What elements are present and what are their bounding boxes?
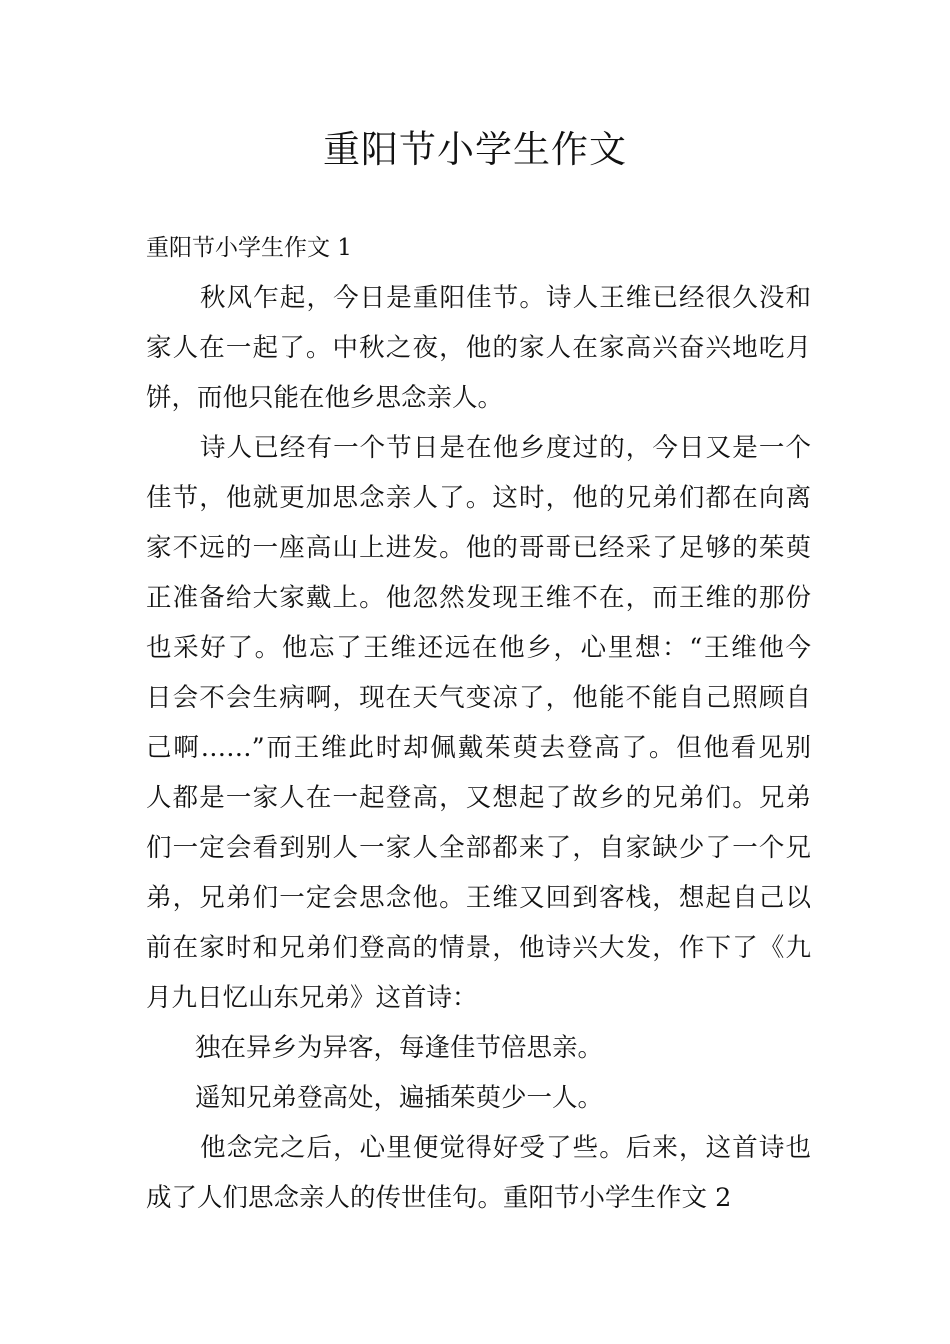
text-line: 也采好了。他忘了王维还远在他乡，心里想：“王维他今 bbox=[146, 633, 811, 663]
text-line: 秋风乍起，今日是重阳佳节。诗人王维已经很久没和 bbox=[200, 283, 811, 313]
text-line: 家人在一起了。中秋之夜，他的家人在家高兴奋兴地吃月 bbox=[146, 333, 811, 363]
text-line: 正准备给大家戴上。他忽然发现王维不在，而王维的那份 bbox=[146, 583, 811, 613]
text-line: 人都是一家人在一起登高，又想起了故乡的兄弟们。兄弟 bbox=[146, 783, 811, 813]
text-line: 他念完之后，心里便觉得好受了些。后来，这首诗也 bbox=[200, 1133, 811, 1163]
text-line: 前在家时和兄弟们登高的情景，他诗兴大发，作下了《九 bbox=[146, 933, 811, 963]
page-title: 重阳节小学生作文 bbox=[323, 128, 627, 171]
text-line: 们一定会看到别人一家人全部都来了，自家缺少了一个兄 bbox=[146, 833, 811, 863]
section-heading: 重阳节小学生作文 1 bbox=[146, 235, 352, 261]
poem-line: 独在异乡为异客，每逢佳节倍思亲。 bbox=[195, 1033, 604, 1063]
text-line: 家不远的一座高山上进发。他的哥哥已经采了足够的茱萸 bbox=[146, 533, 811, 563]
text-line: 饼，而他只能在他乡思念亲人。 bbox=[146, 383, 504, 413]
text-line: 佳节，他就更加思念亲人了。这时，他的兄弟们都在向离 bbox=[146, 483, 811, 513]
text-line: 弟，兄弟们一定会思念他。王维又回到客栈，想起自己以 bbox=[146, 883, 811, 913]
text-line: 诗人已经有一个节日是在他乡度过的，今日又是一个 bbox=[200, 433, 811, 463]
text-line: 日会不会生病啊，现在天气变凉了，他能不能自己照顾自 bbox=[146, 683, 811, 713]
text-line: 己啊……”而王维此时却佩戴茱萸去登高了。但他看见别 bbox=[146, 733, 811, 763]
text-line: 月九日忆山东兄弟》这首诗： bbox=[146, 983, 478, 1013]
text-line: 成了人们思念亲人的传世佳句。重阳节小学生作文 2 bbox=[146, 1183, 732, 1213]
poem-line: 遥知兄弟登高处，遍插茱萸少一人。 bbox=[195, 1083, 604, 1113]
